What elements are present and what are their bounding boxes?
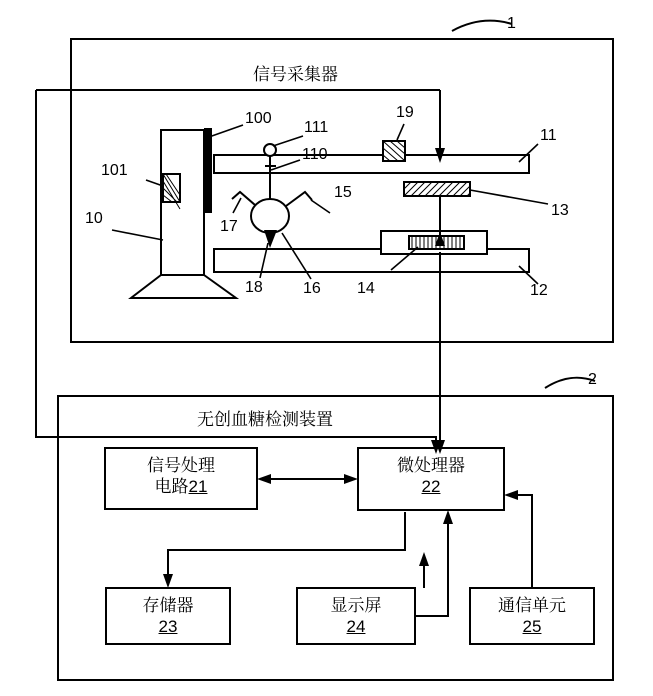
- display-line1: 显示屏: [330, 596, 382, 615]
- signal-processing-line2: 电路: [154, 477, 189, 496]
- callout-13-label: 13: [551, 202, 569, 219]
- callout-101-label: 101: [101, 162, 128, 179]
- device-outer-box: [58, 396, 613, 680]
- callout-19-label: 19: [396, 104, 414, 121]
- figure-label-2: 2: [588, 371, 597, 388]
- callout-17-label: 17: [220, 218, 238, 235]
- communication-line1: 通信单元: [498, 596, 566, 615]
- callout-100-label: 100: [245, 110, 272, 127]
- callout-16-label: 16: [303, 280, 321, 297]
- callout-15-label: 15: [334, 184, 352, 201]
- signal-processing-line1: 信号处理: [147, 456, 215, 475]
- memory-ref: 23: [158, 617, 178, 636]
- device-title: 无创血糖检测装置: [197, 410, 333, 429]
- microprocessor-text: [358, 455, 504, 497]
- communication-text: [470, 595, 594, 637]
- microprocessor-line1: 微处理器: [397, 456, 465, 475]
- callout-110-label: 110: [302, 146, 328, 163]
- signal-processing-ref: 21: [188, 477, 208, 496]
- signal-processing-text: [105, 455, 257, 497]
- figure-label-1: 1: [507, 15, 516, 32]
- display-ref: 24: [346, 617, 366, 636]
- display-text: [297, 595, 415, 637]
- callout-11-label: 11: [540, 127, 557, 144]
- memory-line1: 存储器: [142, 596, 194, 615]
- callout-10-label: 10: [85, 210, 103, 227]
- communication-ref: 25: [522, 617, 542, 636]
- memory-text: [106, 595, 230, 637]
- callout-18-label: 18: [245, 279, 263, 296]
- callout-12-label: 12: [530, 282, 548, 299]
- collector-title: 信号采集器: [253, 65, 338, 84]
- callout-111-label: 111: [304, 119, 329, 136]
- callout-14-label: 14: [357, 280, 375, 297]
- microprocessor-ref: 22: [421, 477, 441, 496]
